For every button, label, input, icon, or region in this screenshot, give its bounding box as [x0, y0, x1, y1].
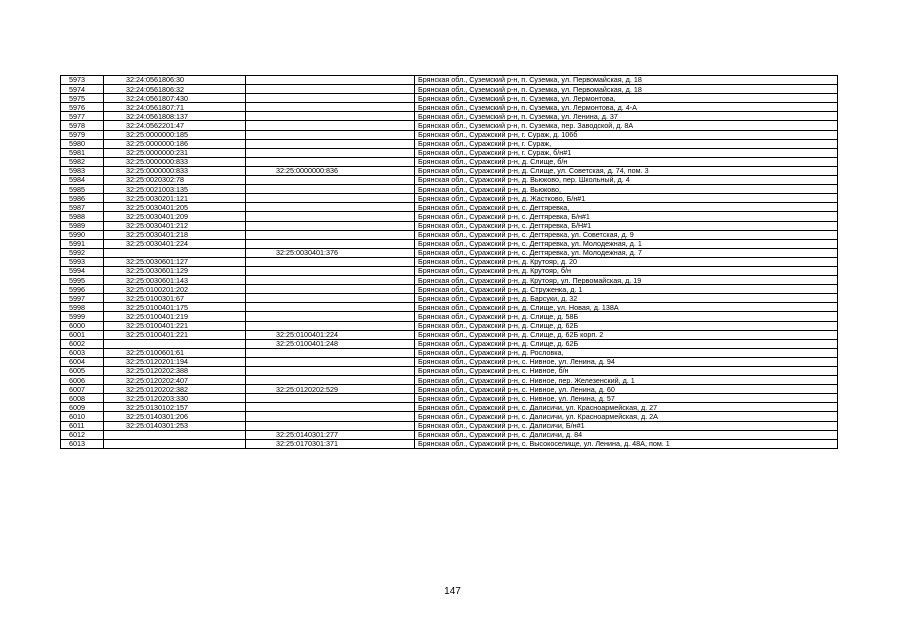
- row-number-cell: 6002: [61, 339, 104, 348]
- table-row: [61, 357, 838, 366]
- table-row: [61, 276, 838, 285]
- linked-cadastral-number-cell: [246, 239, 415, 248]
- table-row: [61, 185, 838, 194]
- cadastral-number-cell: 32:25:0020302:78: [104, 176, 246, 185]
- address-cell: Брянская обл., Суражский р-н, с. Дегтяревка, ул. Молодежная, д. 1: [415, 239, 838, 248]
- cadastral-number-cell: [104, 430, 246, 439]
- address-cell: Брянская обл., Суражский р-н, д. Слище, д. 62Б: [415, 339, 838, 348]
- address-cell: Брянская обл., Суземский р-н, п. Суземка, ул. Лермонтова,: [415, 94, 838, 103]
- address-cell: Брянская обл., Суражский р-н, д. Слище, ул. Новая, д. 138А: [415, 303, 838, 312]
- cadastral-number-cell: 32:25:0120201:194: [104, 357, 246, 366]
- table-row: [61, 139, 838, 148]
- row-number-cell: 5996: [61, 285, 104, 294]
- table-row: [61, 367, 838, 376]
- address-cell: Брянская обл., Суражский р-н, д. Слище, д. 58Б: [415, 312, 838, 321]
- row-number-cell: 6004: [61, 357, 104, 366]
- address-cell: Брянская обл., Суражский р-н, г. Сураж, б/н#1: [415, 148, 838, 157]
- linked-cadastral-number-cell: [246, 176, 415, 185]
- address-cell: Брянская обл., Суражский р-н, с. Нивное, б/н: [415, 367, 838, 376]
- address-cell: Брянская обл., Суражский р-н, с. Дегтяревка,: [415, 203, 838, 212]
- address-cell: Брянская обл., Суражский р-н, с. Далисичи, ул. Красноармейская, д. 2А: [415, 412, 838, 421]
- cadastral-number-cell: 32:24:0561807:430: [104, 94, 246, 103]
- table-row: [61, 203, 838, 212]
- row-number-cell: 6006: [61, 376, 104, 385]
- linked-cadastral-number-cell: [246, 112, 415, 121]
- row-number-cell: 5975: [61, 94, 104, 103]
- row-number-cell: 5994: [61, 266, 104, 275]
- cadastral-number-cell: 32:24:0562201:47: [104, 121, 246, 130]
- cadastral-number-cell: 32:25:0000000:185: [104, 130, 246, 139]
- cadastral-number-cell: 32:25:0030601:127: [104, 257, 246, 266]
- table-row: [61, 257, 838, 266]
- address-cell: Брянская обл., Суземский р-н, п. Суземка, пер. Заводской, д. 8А: [415, 121, 838, 130]
- row-number-cell: 6009: [61, 403, 104, 412]
- cadastral-number-cell: 32:25:0100401:219: [104, 312, 246, 321]
- linked-cadastral-number-cell: 32:25:0120202:529: [246, 385, 415, 394]
- linked-cadastral-number-cell: 32:25:0100401:248: [246, 339, 415, 348]
- cadastral-number-cell: 32:25:0030401:209: [104, 212, 246, 221]
- cadastral-number-cell: 32:25:0120202:407: [104, 376, 246, 385]
- linked-cadastral-number-cell: [246, 394, 415, 403]
- table-body: [61, 76, 838, 449]
- cadastral-number-cell: 32:24:0561806:30: [104, 76, 246, 85]
- row-number-cell: 5993: [61, 257, 104, 266]
- address-cell: Брянская обл., Суражский р-н, с. Дегтяревка, ул. Молодежная, д. 7: [415, 248, 838, 257]
- linked-cadastral-number-cell: [246, 421, 415, 430]
- row-number-cell: 5992: [61, 248, 104, 257]
- table-row: [61, 194, 838, 203]
- cadastral-number-cell: 32:25:0140301:253: [104, 421, 246, 430]
- address-cell: Брянская обл., Суражский р-н, с. Нивное, пер. Железенский, д. 1: [415, 376, 838, 385]
- table-row: [61, 294, 838, 303]
- table-row: [61, 76, 838, 85]
- table-row: [61, 221, 838, 230]
- address-cell: Брянская обл., Суражский р-н, д. Барсуки, д. 32: [415, 294, 838, 303]
- cadastral-number-cell: 32:25:0100401:175: [104, 303, 246, 312]
- row-number-cell: 5982: [61, 157, 104, 166]
- linked-cadastral-number-cell: [246, 412, 415, 421]
- row-number-cell: 5985: [61, 185, 104, 194]
- cadastral-number-cell: 32:25:0100301:67: [104, 294, 246, 303]
- row-number-cell: 6001: [61, 330, 104, 339]
- address-cell: Брянская обл., Суражский р-н, д. Крутояр, ул. Первомайская, д. 19: [415, 276, 838, 285]
- table-row: [61, 94, 838, 103]
- linked-cadastral-number-cell: [246, 221, 415, 230]
- table-row: [61, 239, 838, 248]
- linked-cadastral-number-cell: 32:25:0030401:376: [246, 248, 415, 257]
- cadastral-number-cell: 32:25:0000000:186: [104, 139, 246, 148]
- table-row: [61, 412, 838, 421]
- linked-cadastral-number-cell: [246, 121, 415, 130]
- table-row: [61, 285, 838, 294]
- table-row: [61, 321, 838, 330]
- row-number-cell: 5981: [61, 148, 104, 157]
- linked-cadastral-number-cell: [246, 294, 415, 303]
- table-row: [61, 248, 838, 257]
- table-row: [61, 157, 838, 166]
- linked-cadastral-number-cell: [246, 157, 415, 166]
- linked-cadastral-number-cell: [246, 203, 415, 212]
- table-row: [61, 303, 838, 312]
- address-cell: Брянская обл., Суземский р-н, п. Суземка, ул. Первомайская, д. 18: [415, 85, 838, 94]
- table-row: [61, 376, 838, 385]
- address-cell: Брянская обл., Суражский р-н, с. Дегтяревка, Б/н#1: [415, 212, 838, 221]
- linked-cadastral-number-cell: [246, 194, 415, 203]
- linked-cadastral-number-cell: [246, 76, 415, 85]
- linked-cadastral-number-cell: [246, 367, 415, 376]
- row-number-cell: 5979: [61, 130, 104, 139]
- table-row: [61, 348, 838, 357]
- row-number-cell: 6007: [61, 385, 104, 394]
- row-number-cell: 5973: [61, 76, 104, 85]
- cadastral-number-cell: 32:25:0140301:206: [104, 412, 246, 421]
- table-row: [61, 148, 838, 157]
- cadastral-number-cell: [104, 439, 246, 448]
- row-number-cell: 6012: [61, 430, 104, 439]
- table-row: [61, 130, 838, 139]
- cadastral-number-cell: 32:25:0100201:202: [104, 285, 246, 294]
- linked-cadastral-number-cell: [246, 348, 415, 357]
- cadastral-number-cell: 32:25:0000000:833: [104, 157, 246, 166]
- cadastral-number-cell: 32:24:0561807:71: [104, 103, 246, 112]
- linked-cadastral-number-cell: [246, 85, 415, 94]
- row-number-cell: 6000: [61, 321, 104, 330]
- address-cell: Брянская обл., Суражский р-н, с. Нивное, ул. Ленина, д. 57: [415, 394, 838, 403]
- linked-cadastral-number-cell: [246, 357, 415, 366]
- cadastral-number-cell: 32:25:0100401:221: [104, 321, 246, 330]
- table-row: [61, 339, 838, 348]
- address-cell: Брянская обл., Суражский р-н, д. Жастково, Б/н#1: [415, 194, 838, 203]
- table-row: [61, 394, 838, 403]
- linked-cadastral-number-cell: [246, 103, 415, 112]
- linked-cadastral-number-cell: [246, 321, 415, 330]
- linked-cadastral-number-cell: [246, 185, 415, 194]
- address-cell: Брянская обл., Суражский р-н, с. Далисичи, Б/н#1: [415, 421, 838, 430]
- linked-cadastral-number-cell: [246, 230, 415, 239]
- table-row: [61, 166, 838, 175]
- address-cell: Брянская обл., Суражский р-н, д. Вьюково, пер. Школьный, д. 4: [415, 176, 838, 185]
- cadastral-number-cell: 32:25:0100601:61: [104, 348, 246, 357]
- address-cell: Брянская обл., Суражский р-н, г. Сураж,: [415, 139, 838, 148]
- address-cell: Брянская обл., Суражский р-н, д. Крутояр, д. 20: [415, 257, 838, 266]
- address-cell: Брянская обл., Суражский р-н, с. Дегтяревка, ул. Советская, д. 9: [415, 230, 838, 239]
- cadastral-number-cell: 32:25:0120203:330: [104, 394, 246, 403]
- table-row: [61, 121, 838, 130]
- row-number-cell: 5978: [61, 121, 104, 130]
- address-cell: Брянская обл., Суземский р-н, п. Суземка, ул. Первомайская, д. 18: [415, 76, 838, 85]
- property-register-table: [60, 75, 838, 449]
- address-cell: Брянская обл., Суражский р-н, д. Слище, б/н: [415, 157, 838, 166]
- cadastral-number-cell: 32:25:0120202:382: [104, 385, 246, 394]
- linked-cadastral-number-cell: [246, 276, 415, 285]
- page-number: 147: [444, 586, 461, 597]
- address-cell: Брянская обл., Суражский р-н, с. Нивное, ул. Ленина, д. 94: [415, 357, 838, 366]
- row-number-cell: 5976: [61, 103, 104, 112]
- row-number-cell: 6008: [61, 394, 104, 403]
- table-row: [61, 430, 838, 439]
- cadastral-number-cell: 32:25:0030601:129: [104, 266, 246, 275]
- cadastral-number-cell: [104, 339, 246, 348]
- cadastral-number-cell: 32:25:0100401:221: [104, 330, 246, 339]
- table-row: [61, 330, 838, 339]
- address-cell: Брянская обл., Суражский р-н, с. Далисичи, ул. Красноармейская, д. 27: [415, 403, 838, 412]
- address-cell: Брянская обл., Суражский р-н, д. Вьюково,: [415, 185, 838, 194]
- row-number-cell: 5991: [61, 239, 104, 248]
- address-cell: Брянская обл., Суземский р-н, п. Суземка, ул. Ленина, д. 37: [415, 112, 838, 121]
- row-number-cell: 6003: [61, 348, 104, 357]
- cadastral-number-cell: [104, 248, 246, 257]
- address-cell: Брянская обл., Суражский р-н, д. Рословка,: [415, 348, 838, 357]
- linked-cadastral-number-cell: [246, 376, 415, 385]
- linked-cadastral-number-cell: [246, 212, 415, 221]
- row-number-cell: 5986: [61, 194, 104, 203]
- row-number-cell: 5977: [61, 112, 104, 121]
- row-number-cell: 5974: [61, 85, 104, 94]
- linked-cadastral-number-cell: 32:25:0000000:836: [246, 166, 415, 175]
- cadastral-number-cell: 32:24:0561806:32: [104, 85, 246, 94]
- address-cell: Брянская обл., Суземский р-н, п. Суземка, ул. Лермонтова, д. 4-А: [415, 103, 838, 112]
- table-row: [61, 266, 838, 275]
- row-number-cell: 5980: [61, 139, 104, 148]
- cadastral-number-cell: 32:25:0130102:157: [104, 403, 246, 412]
- address-cell: Брянская обл., Суражский р-н, д. Крутояр, б/н: [415, 266, 838, 275]
- cadastral-number-cell: 32:24:0561808:137: [104, 112, 246, 121]
- table-row: [61, 176, 838, 185]
- address-cell: Брянская обл., Суражский р-н, с. Дегтяревка, Б/Н#1: [415, 221, 838, 230]
- address-cell: Брянская обл., Суражский р-н, д. Слище, ул. Советская, д. 74, пом. 3: [415, 166, 838, 175]
- cadastral-number-cell: 32:25:0030401:212: [104, 221, 246, 230]
- table-row: [61, 85, 838, 94]
- table-row: [61, 230, 838, 239]
- address-cell: Брянская обл., Суражский р-н, д. Слище, д. 62Б корп. 2: [415, 330, 838, 339]
- linked-cadastral-number-cell: [246, 139, 415, 148]
- linked-cadastral-number-cell: [246, 257, 415, 266]
- table-row: [61, 112, 838, 121]
- linked-cadastral-number-cell: 32:25:0100401:224: [246, 330, 415, 339]
- table-row: [61, 385, 838, 394]
- row-number-cell: 5984: [61, 176, 104, 185]
- cadastral-number-cell: 32:25:0030601:143: [104, 276, 246, 285]
- cadastral-number-cell: 32:25:0000000:833: [104, 166, 246, 175]
- cadastral-number-cell: 32:25:0030401:224: [104, 239, 246, 248]
- linked-cadastral-number-cell: [246, 94, 415, 103]
- linked-cadastral-number-cell: [246, 285, 415, 294]
- table-row: [61, 439, 838, 448]
- linked-cadastral-number-cell: [246, 303, 415, 312]
- address-cell: Брянская обл., Суражский р-н, д. Струженка, д. 1: [415, 285, 838, 294]
- table-row: [61, 212, 838, 221]
- cadastral-number-cell: 32:25:0030401:218: [104, 230, 246, 239]
- linked-cadastral-number-cell: [246, 403, 415, 412]
- row-number-cell: 6010: [61, 412, 104, 421]
- row-number-cell: 5989: [61, 221, 104, 230]
- row-number-cell: 5988: [61, 212, 104, 221]
- address-cell: Брянская обл., Суражский р-н, с. Высокоселище, ул. Ленина, д. 48А, пом. 1: [415, 439, 838, 448]
- row-number-cell: 5998: [61, 303, 104, 312]
- linked-cadastral-number-cell: [246, 130, 415, 139]
- row-number-cell: 5983: [61, 166, 104, 175]
- row-number-cell: 6013: [61, 439, 104, 448]
- row-number-cell: 5999: [61, 312, 104, 321]
- linked-cadastral-number-cell: [246, 266, 415, 275]
- row-number-cell: 5987: [61, 203, 104, 212]
- row-number-cell: 6011: [61, 421, 104, 430]
- row-number-cell: 5997: [61, 294, 104, 303]
- linked-cadastral-number-cell: 32:25:0140301:277: [246, 430, 415, 439]
- table-row: [61, 103, 838, 112]
- linked-cadastral-number-cell: [246, 312, 415, 321]
- address-cell: Брянская обл., Суражский р-н, д. Слище, д. 62Б: [415, 321, 838, 330]
- table-row: [61, 312, 838, 321]
- cadastral-number-cell: 32:25:0030201:121: [104, 194, 246, 203]
- address-cell: Брянская обл., Суражский р-н, с. Нивное, ул. Ленина, д. 60: [415, 385, 838, 394]
- linked-cadastral-number-cell: [246, 148, 415, 157]
- cadastral-number-cell: 32:25:0021003:135: [104, 185, 246, 194]
- linked-cadastral-number-cell: 32:25:0170301:371: [246, 439, 415, 448]
- address-cell: Брянская обл., Суражский р-н, г. Сураж, д. 106б: [415, 130, 838, 139]
- cadastral-number-cell: 32:25:0120202:388: [104, 367, 246, 376]
- cadastral-number-cell: 32:25:0000000:231: [104, 148, 246, 157]
- table-row: [61, 403, 838, 412]
- row-number-cell: 5995: [61, 276, 104, 285]
- address-cell: Брянская обл., Суражский р-н, с. Далисичи, д. 84: [415, 430, 838, 439]
- row-number-cell: 5990: [61, 230, 104, 239]
- row-number-cell: 6005: [61, 367, 104, 376]
- cadastral-number-cell: 32:25:0030401:205: [104, 203, 246, 212]
- table-row: [61, 421, 838, 430]
